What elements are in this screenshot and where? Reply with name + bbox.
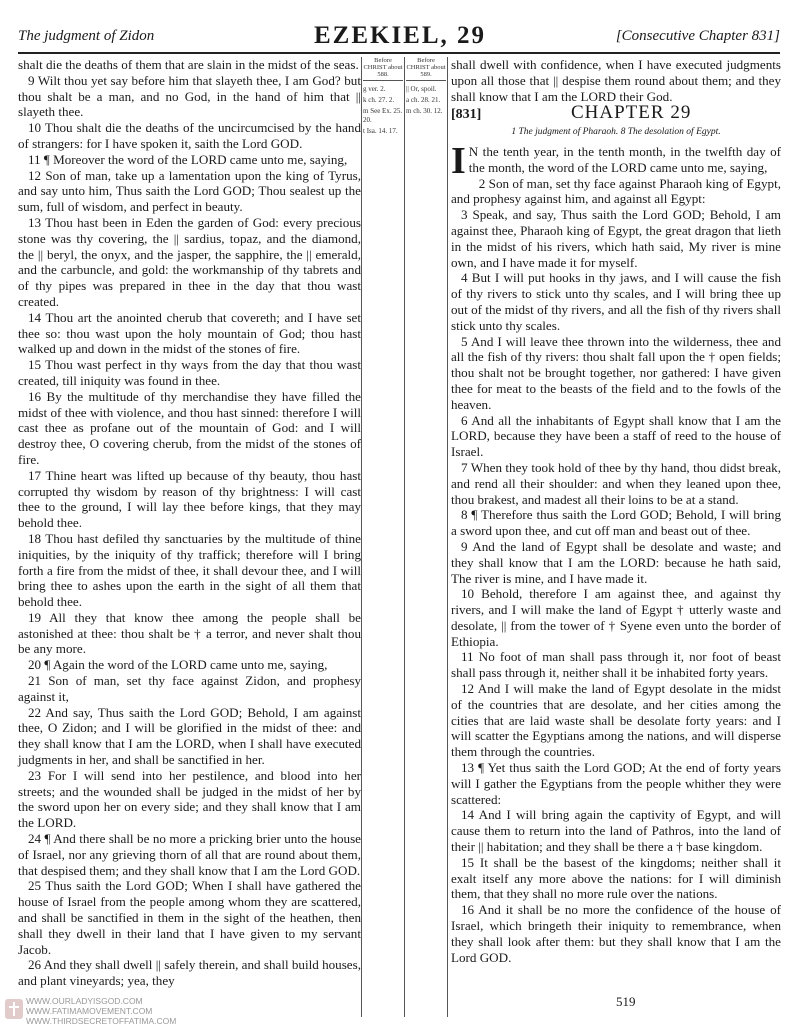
verse: 20 ¶ Again the word of the LORD came unto me, saying,	[28, 657, 328, 673]
verse: 18 Thou hast defiled thy sanctuaries by the multitude of thine iniquities, by the iniquity of thy traffick; therefore will I bring forth a fire from the midst of thee, it shall devour thee, and I will bring thee to ashes upon the earth in the sight of all them that behold thee.	[18, 530, 361, 610]
verse: 13 ¶ Yet thus saith the Lord GOD; At the end of forty years will I gather the Egyptians from the people whither they were scattered:	[451, 760, 781, 807]
verse-text: N the tenth year, in the tenth month, in the twelfth day of the month, the word of the LORD came unto me, saying,	[468, 143, 781, 175]
margin-ref: t Isa. 14. 17.	[363, 127, 398, 135]
footer-url: WWW.THIRDSECRETOFFATIMA.COM	[26, 1016, 177, 1026]
verse: 12 Son of man, take up a lamentation upon the king of Tyrus, and say unto him, Thus saith the Lord GOD; Thou sealest up the sum, full of wisdom, and perfect in beauty.	[18, 167, 361, 215]
verse: 9 And the land of Egypt shall be desolate and waste; and they shall know that I am the LORD: because he hath said, The river is mine, and I have made it.	[451, 538, 781, 586]
verse-continuation: shalt die the deaths of them that are slain in the midst of the seas.	[18, 57, 359, 72]
margin-ref: || Or, spoil.	[406, 85, 437, 93]
verse: 13 Thou hast been in Eden the garden of God: every precious stone was thy covering, the || sardius, topaz, and the diamond, the || beryl, the onyx, and the jasper, the sapphire, the || emerald, and the carbuncle, and gold: the workmanship of thy tabrets and of thy pipes was prepared in thee in the day that thou wast created.	[18, 214, 361, 309]
verse: 5 And I will leave thee thrown into the wilderness, thee and all the fish of thy rivers: thou shalt fall upon the † open fields; thou shalt not be brought together, nor gathered: I have given thee for meat to the beasts of the field and to the fowls of the heaven.	[451, 333, 781, 412]
header-rule	[18, 52, 780, 54]
verse: 8 ¶ Therefore thus saith the Lord GOD; Behold, I will bring a sword upon thee, and cut off man and beast out of thee.	[451, 507, 781, 539]
verse: 11 ¶ Moreover the word of the LORD came unto me, saying,	[28, 151, 348, 167]
chronology-label: Before CHRIST about 589.	[406, 57, 446, 81]
column-divider	[404, 57, 405, 1017]
verse: 12 And I will make the land of Egypt desolate in the midst of the countries that are desolate, and her cities among the cities that are laid waste shall be desolate forty years: and I will scatter the Egyptians among the nations, and will disperse them through the countries.	[451, 681, 781, 760]
site-logo-icon	[4, 998, 24, 1020]
footer-url: WWW.FATIMAMOVEMENT.COM	[26, 1006, 153, 1016]
verse: 10 Behold, therefore I am against thee, and against thy rivers, and I will make the land of Egypt † utterly waste and desolate, || from the tower of † Syene even unto the border of Ethiopia.	[451, 586, 781, 649]
verse: 26 And they shall dwell || safely therein, and shall build houses, and plant vineyards; yea, they	[18, 957, 361, 989]
right-text-column	[451, 57, 781, 965]
verse: 21 Son of man, set thy face against Zidon, and prophesy against it,	[18, 673, 361, 704]
footer-websites	[26, 996, 176, 1026]
verse: 7 When they took hold of thee by thy hand, thou didst break, and rend all their shoulder: and when they leaned upon thee, thou brakest, and madest all their loins to be at a stand.	[451, 459, 781, 507]
page-title: EZEKIEL, 29	[313, 22, 487, 49]
margin-references-left	[363, 57, 403, 138]
page-number: 519	[616, 994, 636, 1009]
verse: 14 And I will bring again the captivity of Egypt, and will cause them to return into the land of Pathros, into the land of their || habitation; and they shall be there a † base kingdom.	[451, 807, 781, 855]
verse: 23 For I will send into her pestilence, and blood into her streets; and the wounded shall be judged in the midst of her by the sword upon her on every side; and they shall know that I am the LORD.	[18, 767, 361, 831]
margin-ref: m ch. 30. 12.	[406, 107, 443, 115]
column-divider	[447, 57, 448, 1017]
verse: 16 And it shall be no more the confidence of the house of Israel, which bringeth their iniquity to remembrance, when they shall look after them: but they shall know that I am the Lord GOD.	[451, 902, 781, 965]
margin-references-right	[406, 57, 446, 118]
verse: 4 But I will put hooks in thy jaws, and I will cause the fish of thy rivers to stick unto thy scales, and I will bring thee up out of the midst of thy rivers, and all the fish of thy rivers shall stick unto thy scales.	[451, 270, 781, 333]
margin-ref: k ch. 27. 2.	[363, 96, 395, 104]
margin-ref: g ver. 2.	[363, 85, 386, 93]
column-divider	[361, 57, 362, 1017]
verse: 9 Wilt thou yet say before him that slayeth thee, I am God? but thou shalt be a man, and no God, in the hand of him that || slayeth thee.	[18, 72, 361, 120]
chronology-label: Before CHRIST about 588.	[363, 57, 403, 81]
consecutive-chapter-number: [831]	[451, 107, 482, 123]
verse: 15 It shall be the basest of the kingdoms; neither shall it exalt itself any more above the nations: for I will diminish them, that they shall no more rule over the nations.	[451, 854, 781, 902]
verse: 14 Thou art the anointed cherub that covereth; and I have set thee so: thou wast upon the holy mountain of God; thou hast walked up and down in the midst of the stones of fire.	[18, 309, 361, 357]
verse	[451, 139, 781, 182]
footer-url: WWW.OURLADYISGOD.COM	[26, 996, 143, 1006]
verse: 2 Son of man, set thy face against Pharaoh king of Egypt, and prophesy against him, and against all Egypt:	[451, 175, 781, 207]
margin-ref: m See Ex. 25. 20.	[363, 107, 403, 124]
verse: 24 ¶ And there shall be no more a pricking brier unto the house of Israel, nor any grieving thorn of all that are round about them, that despised them; and they shall know that I am the Lord GOD.	[18, 831, 361, 878]
verse: 6 And all the inhabitants of Egypt shall know that I am the LORD, because they have been a staff of reed to the house of Israel.	[451, 412, 781, 460]
verse-continuation: shall dwell with confidence, when I have executed judgments upon all those that || despise them round about them; and they shall know that I am the LORD their God.	[451, 57, 781, 104]
verse: 3 Speak, and say, Thus saith the Lord GOD; Behold, I am against thee, Pharaoh king of Egypt, the great dragon that lieth in the midst of his rivers, which hath said, My river is mine own, and I have made it for myself.	[451, 207, 781, 270]
verse: 25 Thus saith the Lord GOD; When I shall have gathered the house of Israel from the people among whom they are scattered, and shall be sanctified in them in the sight of the heathen, then shall they dwell in their land that I have given to my servant Jacob.	[18, 878, 361, 957]
verse: 11 No foot of man shall pass through it, nor foot of beast shall pass through it, neither shall it be inhabited forty years.	[451, 649, 781, 681]
drop-cap: I	[451, 139, 466, 182]
chapter-heading	[451, 102, 781, 124]
verse: 19 All they that know thee among the people shall be astonished at thee: thou shalt be † a terror, and never shalt thou be any more.	[18, 609, 361, 657]
verse: 17 Thine heart was lifted up because of thy beauty, thou hast corrupted thy wisdom by reason of thy brightness: I will cast thee to the ground, I will lay thee before kings, that they may behold thee.	[18, 467, 361, 531]
chapter-title: CHAPTER 29	[571, 102, 692, 124]
verse: 16 By the multitude of thy merchandise they have filled the midst of thee with violence, and thou hast sinned: therefore I will cast thee as profane out of the mountain of God: and I will destroy thee, O covering cherub, from the midst of the stones of fire.	[18, 388, 361, 467]
verse: 22 And say, Thus saith the Lord GOD; Behold, I am against thee, O Zidon; and I will be glorified in the midst of thee: and they shall know that I am the LORD, when I shall have executed judgments in her, and shall be sanctified in her.	[18, 704, 361, 768]
running-head-right: [Consecutive Chapter 831]	[615, 28, 780, 44]
verse: 15 Thou wast perfect in thy ways from the day that thou wast created, till iniquity was found in thee.	[18, 357, 361, 388]
margin-ref: a ch. 28. 21.	[406, 96, 441, 104]
chapter-summary: 1 The judgment of Pharaoh. 8 The desolation of Egypt.	[511, 127, 721, 138]
running-head-left: The judgment of Zidon	[18, 28, 155, 44]
left-text-column	[18, 57, 361, 989]
verse: 10 Thou shalt die the deaths of the uncircumcised by the hand of strangers: for I have spoken it, saith the Lord GOD.	[18, 120, 361, 151]
